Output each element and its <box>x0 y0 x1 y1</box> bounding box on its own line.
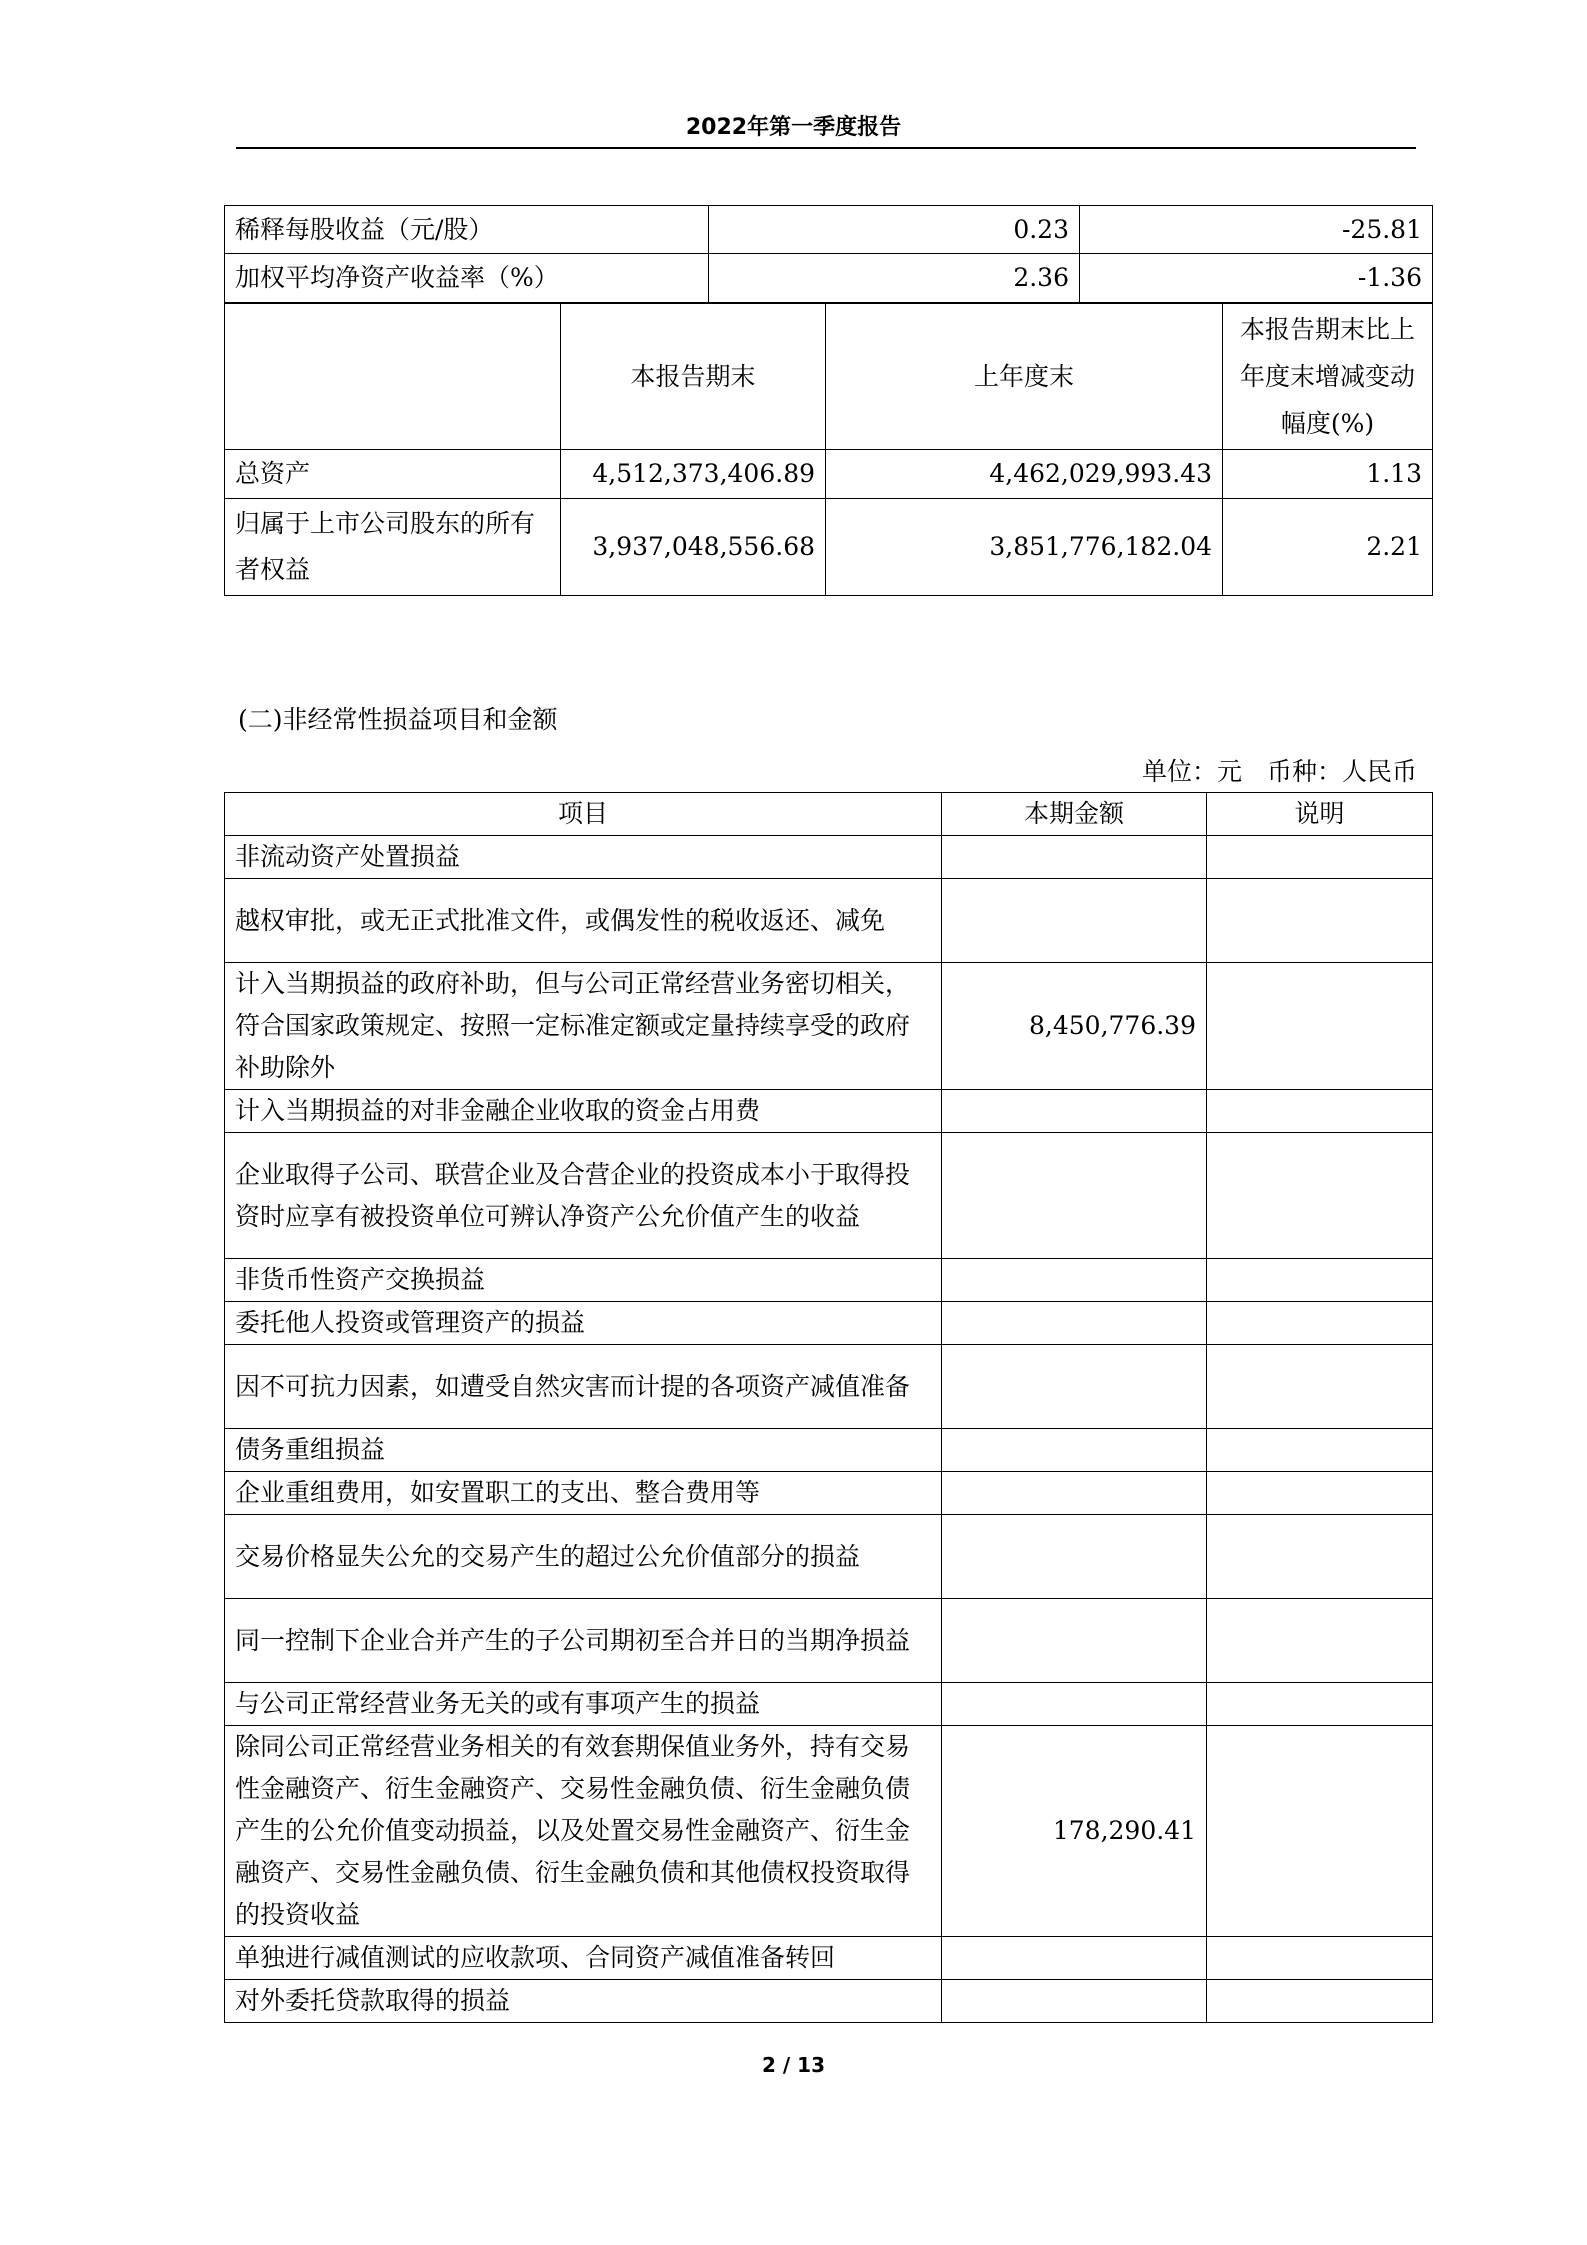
amount-cell <box>942 1980 1207 2023</box>
table-row <box>225 1726 1433 1937</box>
note-cell <box>1207 1429 1433 1472</box>
header-note: 说明 <box>1207 793 1433 836</box>
table-row <box>225 1515 1433 1599</box>
item-cell: 计入当期损益的对非金融企业收取的资金占用费 <box>225 1090 942 1133</box>
report-header-title: 2022年第一季度报告 <box>685 115 902 140</box>
note-cell <box>1207 1345 1433 1429</box>
note-cell <box>1207 1980 1433 2023</box>
page-number: 2 / 13 <box>762 2053 825 2077</box>
note-cell <box>1207 963 1433 1090</box>
note-cell <box>1207 1683 1433 1726</box>
item-cell: 计入当期损益的政府补助，但与公司正常经营业务密切相关，符合国家政策规定、按照一定标准定额或定量持续享受的政府补助除外 <box>225 963 942 1090</box>
item-cell: 企业重组费用，如安置职工的支出、整合费用等 <box>225 1472 942 1515</box>
previous-value: 3,851,776,182.04 <box>826 499 1223 596</box>
row-label: 总资产 <box>225 450 561 499</box>
table-row <box>225 1345 1433 1429</box>
item-cell: 非流动资产处置损益 <box>225 836 942 879</box>
table-row <box>225 1980 1433 2023</box>
amount-cell <box>942 836 1207 879</box>
table-row <box>225 1133 1433 1259</box>
table-row <box>225 963 1433 1090</box>
table-row <box>225 1090 1433 1133</box>
table-row <box>225 450 1433 499</box>
note-cell <box>1207 1259 1433 1302</box>
section-title: (二)非经常性损益项目和金额 <box>238 705 558 734</box>
row-label: 归属于上市公司股东的所有者权益 <box>225 499 561 596</box>
note-cell <box>1207 1302 1433 1345</box>
amount-cell: 8,450,776.39 <box>942 963 1207 1090</box>
table-row <box>225 879 1433 963</box>
table-header-row <box>225 304 1433 450</box>
note-cell <box>1207 1472 1433 1515</box>
table-row <box>225 499 1433 596</box>
item-cell: 因不可抗力因素，如遭受自然灾害而计提的各项资产减值准备 <box>225 1345 942 1429</box>
amount-cell <box>942 1429 1207 1472</box>
amount-cell <box>942 1302 1207 1345</box>
table-row <box>225 1472 1433 1515</box>
item-cell: 债务重组损益 <box>225 1429 942 1472</box>
table-header-row <box>225 793 1433 836</box>
per-share-metrics-table <box>224 205 1433 303</box>
note-cell <box>1207 836 1433 879</box>
table-row <box>225 1259 1433 1302</box>
item-cell: 企业取得子公司、联营企业及合营企业的投资成本小于取得投资时应享有被投资单位可辨认净资产公允价值产生的收益 <box>225 1133 942 1259</box>
table-row <box>225 1429 1433 1472</box>
note-cell <box>1207 1726 1433 1937</box>
table-row <box>225 206 1433 254</box>
item-cell: 非货币性资产交换损益 <box>225 1259 942 1302</box>
amount-cell <box>942 1599 1207 1683</box>
amount-cell <box>942 1090 1207 1133</box>
amount-cell <box>942 1472 1207 1515</box>
table-row <box>225 254 1433 303</box>
note-cell <box>1207 879 1433 963</box>
unit-note: 单位：元 币种：人民币 <box>1141 757 1417 786</box>
current-value: 0.23 <box>709 206 1080 254</box>
current-value: 4,512,373,406.89 <box>561 450 826 499</box>
previous-value: 4,462,029,993.43 <box>826 450 1223 499</box>
item-cell: 委托他人投资或管理资产的损益 <box>225 1302 942 1345</box>
change-value: 1.13 <box>1223 450 1433 499</box>
row-label: 加权平均净资产收益率（%） <box>225 254 709 303</box>
amount-cell: 178,290.41 <box>942 1726 1207 1937</box>
table-row <box>225 1599 1433 1683</box>
current-value: 2.36 <box>709 254 1080 303</box>
table-row <box>225 1937 1433 1980</box>
change-value: -25.81 <box>1080 206 1433 254</box>
change-value: 2.21 <box>1223 499 1433 596</box>
amount-cell <box>942 1937 1207 1980</box>
header-previous-year: 上年度末 <box>826 304 1223 450</box>
amount-cell <box>942 1683 1207 1726</box>
amount-cell <box>942 1345 1207 1429</box>
amount-cell <box>942 879 1207 963</box>
item-cell: 对外委托贷款取得的损益 <box>225 1980 942 2023</box>
header-amount: 本期金额 <box>942 793 1207 836</box>
table-row <box>225 1302 1433 1345</box>
header-empty-cell <box>225 304 561 450</box>
item-cell: 单独进行减值测试的应收款项、合同资产减值准备转回 <box>225 1937 942 1980</box>
header-current-period: 本报告期末 <box>561 304 826 450</box>
header-change-pct: 本报告期末比上年度末增减变动幅度(%) <box>1223 304 1433 450</box>
note-cell <box>1207 1937 1433 1980</box>
item-cell: 交易价格显失公允的交易产生的超过公允价值部分的损益 <box>225 1515 942 1599</box>
amount-cell <box>942 1259 1207 1302</box>
header-item: 项目 <box>225 793 942 836</box>
table-row <box>225 836 1433 879</box>
note-cell <box>1207 1515 1433 1599</box>
current-value: 3,937,048,556.68 <box>561 499 826 596</box>
balance-sheet-table <box>224 303 1433 596</box>
item-cell: 与公司正常经营业务无关的或有事项产生的损益 <box>225 1683 942 1726</box>
amount-cell <box>942 1133 1207 1259</box>
item-cell: 越权审批，或无正式批准文件，或偶发性的税收返还、减免 <box>225 879 942 963</box>
change-value: -1.36 <box>1080 254 1433 303</box>
note-cell <box>1207 1133 1433 1259</box>
item-cell: 除同公司正常经营业务相关的有效套期保值业务外，持有交易性金融资产、衍生金融资产、交易性金融负债、衍生金融负债产生的公允价值变动损益，以及处置交易性金融资产、衍生金融资产、交易性金融负债、衍生金融负债和其他债权投资取得的投资收益 <box>225 1726 942 1937</box>
table-row <box>225 1683 1433 1726</box>
note-cell <box>1207 1090 1433 1133</box>
row-label: 稀释每股收益（元/股） <box>225 206 709 254</box>
header-divider <box>236 147 1416 149</box>
amount-cell <box>942 1515 1207 1599</box>
note-cell <box>1207 1599 1433 1683</box>
item-cell: 同一控制下企业合并产生的子公司期初至合并日的当期净损益 <box>225 1599 942 1683</box>
non-recurring-items-table <box>224 792 1433 2023</box>
